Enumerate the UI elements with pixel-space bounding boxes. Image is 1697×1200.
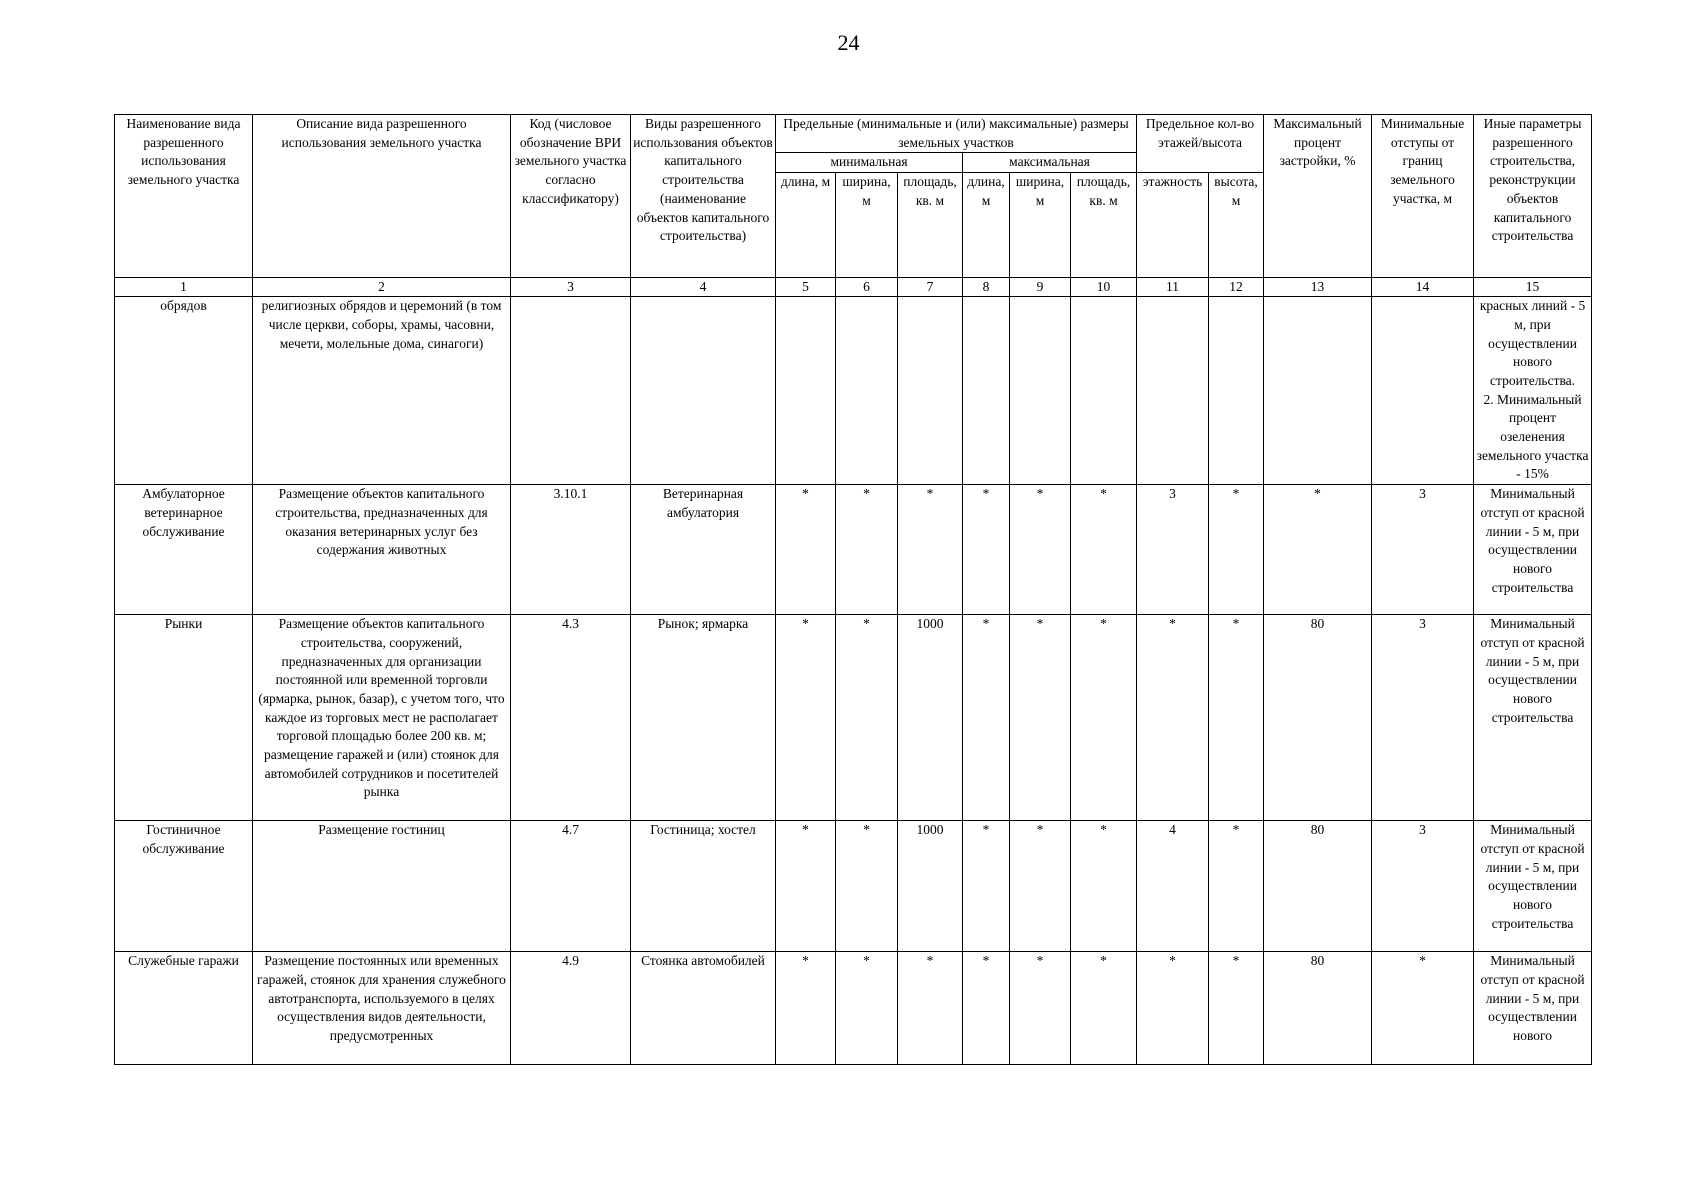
cell-description: Размещение объектов капитального строительства, предназначенных для оказания ветеринарных услуг без содержания животных bbox=[253, 485, 511, 615]
column-number: 1 bbox=[115, 278, 253, 297]
cell-max-width bbox=[1010, 297, 1071, 485]
cell-min-length: * bbox=[776, 952, 836, 1065]
cell-objects: Ветеринарная амбулатория bbox=[631, 485, 776, 615]
column-number: 12 bbox=[1209, 278, 1264, 297]
table-row bbox=[115, 615, 1592, 821]
cell-code: 4.9 bbox=[511, 952, 631, 1065]
header-description: Описание вида разрешенного использования земельного участка bbox=[253, 115, 511, 278]
header-height: высота, м bbox=[1209, 173, 1264, 278]
column-number: 10 bbox=[1071, 278, 1137, 297]
cell-min-area: 1000 bbox=[898, 821, 963, 952]
cell-min-width: * bbox=[836, 485, 898, 615]
column-number: 13 bbox=[1264, 278, 1372, 297]
cell-objects: Гостиница; хостел bbox=[631, 821, 776, 952]
cell-name: Гостиничное обслуживание bbox=[115, 821, 253, 952]
cell-max-area bbox=[1071, 297, 1137, 485]
table-header bbox=[115, 115, 1592, 297]
cell-height: * bbox=[1209, 952, 1264, 1065]
header-max-length: длина, м bbox=[963, 173, 1010, 278]
cell-floors: * bbox=[1137, 952, 1209, 1065]
cell-height bbox=[1209, 297, 1264, 485]
table-body bbox=[115, 297, 1592, 1065]
cell-min-area: * bbox=[898, 952, 963, 1065]
column-number: 4 bbox=[631, 278, 776, 297]
header-max-area: площадь, кв. м bbox=[1071, 173, 1137, 278]
cell-floors: 4 bbox=[1137, 821, 1209, 952]
column-number: 6 bbox=[836, 278, 898, 297]
cell-other-params: Минимальный отступ от красной линии - 5 м, при осуществлении нового строительства bbox=[1474, 615, 1592, 821]
cell-description: Размещение гостиниц bbox=[253, 821, 511, 952]
cell-floors: * bbox=[1137, 615, 1209, 821]
header-min-width: ширина, м bbox=[836, 173, 898, 278]
header-name: Наименование вида разрешенного использования земельного участка bbox=[115, 115, 253, 278]
cell-min-length: * bbox=[776, 615, 836, 821]
cell-min-length: * bbox=[776, 485, 836, 615]
table-row bbox=[115, 952, 1592, 1065]
cell-code: 3.10.1 bbox=[511, 485, 631, 615]
cell-max-length: * bbox=[963, 615, 1010, 821]
cell-max-coverage bbox=[1264, 297, 1372, 485]
cell-min-length bbox=[776, 297, 836, 485]
cell-other-params: Минимальный отступ от красной линии - 5 м, при осуществлении нового bbox=[1474, 952, 1592, 1065]
cell-max-length: * bbox=[963, 952, 1010, 1065]
header-min-area: площадь, кв. м bbox=[898, 173, 963, 278]
cell-max-width: * bbox=[1010, 485, 1071, 615]
cell-description: Размещение постоянных или временных гаражей, стоянок для хранения служебного автотранспорта, используемого в целях осуществления видов деятельности, предусмотренных bbox=[253, 952, 511, 1065]
cell-height: * bbox=[1209, 821, 1264, 952]
cell-floors: 3 bbox=[1137, 485, 1209, 615]
cell-min-length: * bbox=[776, 821, 836, 952]
cell-min-area: * bbox=[898, 485, 963, 615]
cell-floors bbox=[1137, 297, 1209, 485]
header-max-width: ширина, м bbox=[1010, 173, 1071, 278]
cell-description: религиозных обрядов и церемоний (в том числе церкви, соборы, храмы, часовни, мечети, молельные дома, синагоги) bbox=[253, 297, 511, 485]
cell-code bbox=[511, 297, 631, 485]
cell-min-width: * bbox=[836, 952, 898, 1065]
cell-code: 4.3 bbox=[511, 615, 631, 821]
cell-min-area: 1000 bbox=[898, 615, 963, 821]
header-code: Код (числовое обозначение ВРИ земельного участка согласно классификатору) bbox=[511, 115, 631, 278]
cell-max-area: * bbox=[1071, 821, 1137, 952]
table-row bbox=[115, 485, 1592, 615]
header-maximal: максимальная bbox=[963, 153, 1137, 173]
cell-max-length bbox=[963, 297, 1010, 485]
header-min-setbacks: Минимальные отступы от границ земельного участка, м bbox=[1372, 115, 1474, 278]
cell-other-params: красных линий - 5 м, при осуществлении нового строительства. 2. Минимальный процент озеленения земельного участка - 15% bbox=[1474, 297, 1592, 485]
cell-max-length: * bbox=[963, 485, 1010, 615]
cell-objects: Рынок; ярмарка bbox=[631, 615, 776, 821]
cell-description: Размещение объектов капитального строительства, сооружений, предназначенных для организации постоянной или временной торговли (ярмарка, рынок, базар), с учетом того, что каждое из торговых мест не располагает торговой площадью более 200 кв. м; размещение гаражей и (или) стоянок для автомобилей сотрудников и посетителей рынка bbox=[253, 615, 511, 821]
cell-min-setbacks: * bbox=[1372, 952, 1474, 1065]
header-min-length: длина, м bbox=[776, 173, 836, 278]
cell-min-width: * bbox=[836, 821, 898, 952]
header-minimal: минимальная bbox=[776, 153, 963, 173]
column-number: 9 bbox=[1010, 278, 1071, 297]
column-number: 15 bbox=[1474, 278, 1592, 297]
cell-min-setbacks bbox=[1372, 297, 1474, 485]
cell-max-length: * bbox=[963, 821, 1010, 952]
cell-name: Служебные гаражи bbox=[115, 952, 253, 1065]
column-number: 2 bbox=[253, 278, 511, 297]
cell-max-area: * bbox=[1071, 485, 1137, 615]
column-number: 3 bbox=[511, 278, 631, 297]
cell-name: Рынки bbox=[115, 615, 253, 821]
cell-max-width: * bbox=[1010, 821, 1071, 952]
cell-max-coverage: 80 bbox=[1264, 615, 1372, 821]
cell-max-width: * bbox=[1010, 952, 1071, 1065]
cell-height: * bbox=[1209, 615, 1264, 821]
cell-other-params: Минимальный отступ от красной линии - 5 м, при осуществлении нового строительства bbox=[1474, 821, 1592, 952]
cell-objects bbox=[631, 297, 776, 485]
cell-name: обрядов bbox=[115, 297, 253, 485]
column-number: 11 bbox=[1137, 278, 1209, 297]
header-floors-height: Предельное кол-во этажей/высота bbox=[1137, 115, 1264, 173]
cell-min-setbacks: 3 bbox=[1372, 485, 1474, 615]
cell-min-area bbox=[898, 297, 963, 485]
header-plot-sizes: Предельные (минимальные и (или) максимальные) размеры земельных участков bbox=[776, 115, 1137, 153]
table-row bbox=[115, 297, 1592, 485]
column-numbers-row bbox=[115, 278, 1592, 297]
column-number: 8 bbox=[963, 278, 1010, 297]
cell-max-width: * bbox=[1010, 615, 1071, 821]
header-floors: этажность bbox=[1137, 173, 1209, 278]
cell-objects: Стоянка автомобилей bbox=[631, 952, 776, 1065]
cell-max-coverage: 80 bbox=[1264, 952, 1372, 1065]
page-number: 24 bbox=[837, 30, 860, 55]
header-other-params: Иные параметры разрешенного строительства, реконструкции объектов капитального строительства bbox=[1474, 115, 1592, 278]
column-number: 14 bbox=[1372, 278, 1474, 297]
cell-min-setbacks: 3 bbox=[1372, 821, 1474, 952]
cell-min-width: * bbox=[836, 615, 898, 821]
cell-other-params: Минимальный отступ от красной линии - 5 м, при осуществлении нового строительства bbox=[1474, 485, 1592, 615]
cell-max-coverage: 80 bbox=[1264, 821, 1372, 952]
cell-min-width bbox=[836, 297, 898, 485]
header-max-coverage: Максимальный процент застройки, % bbox=[1264, 115, 1372, 278]
cell-name: Амбулаторное ветеринарное обслуживание bbox=[115, 485, 253, 615]
cell-max-coverage: * bbox=[1264, 485, 1372, 615]
column-number: 5 bbox=[776, 278, 836, 297]
regulations-table bbox=[114, 114, 1592, 1065]
cell-min-setbacks: 3 bbox=[1372, 615, 1474, 821]
cell-code: 4.7 bbox=[511, 821, 631, 952]
cell-max-area: * bbox=[1071, 952, 1137, 1065]
table-row bbox=[115, 821, 1592, 952]
column-number: 7 bbox=[898, 278, 963, 297]
cell-height: * bbox=[1209, 485, 1264, 615]
cell-max-area: * bbox=[1071, 615, 1137, 821]
header-objects: Виды разрешенного использования объектов капитального строительства (наименование объектов капитального строительства) bbox=[631, 115, 776, 278]
